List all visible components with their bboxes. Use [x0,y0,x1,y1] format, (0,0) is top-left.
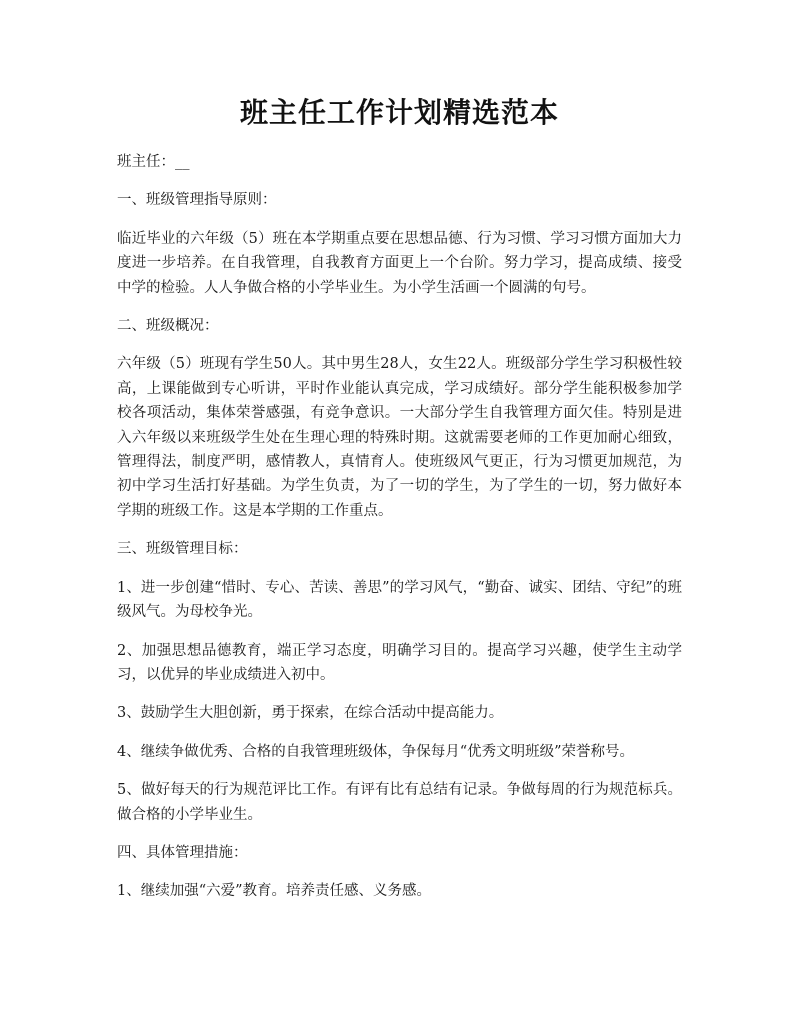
document-page [117,96,682,918]
paragraph-principles: 临近毕业的六年级（5）班在本学期重点要在思想品德、行为习惯、学习习惯方面加大力度进一步培养。在自我管理，自我教育方面更上一个台阶。努力学习，提高成绩、接受中学的检验。人人争做合格的小学毕业生。为小学生活画一个圆满的句号。 [117,230,682,296]
section-heading-principles: 一、班级管理指导原则： [117,192,277,209]
measure-item-1: 1、继续加强“六爱”教育。培养责任感、义务感。 [117,883,432,900]
teacher-line: 班主任：__ [117,154,190,170]
section-heading-measures: 四、具体管理措施： [117,844,248,861]
goal-item-5: 5、做好每天的行为规范评比工作。有评有比有总结有记录。争做每周的行为规范标兵。做合格的小学毕业生。 [117,782,682,823]
section-heading-goals: 三、班级管理目标： [117,541,248,558]
goal-item-4: 4、继续争做优秀、合格的自我管理班级体，争保每月“优秀文明班级”荣誉称号。 [117,743,635,760]
goal-item-2: 2、加强思想品德教育，端正学习态度，明确学习目的。提高学习兴趣，使学生主动学习，以优异的毕业成绩进入初中。 [117,642,682,683]
document-title: 班主任工作计划精选范本 [239,96,559,129]
section-heading-overview: 二、班级概况： [117,318,219,335]
goal-item-3: 3、鼓励学生大胆创新，勇于探索，在综合活动中提高能力。 [117,705,504,722]
goal-item-1: 1、进一步创建“惜时、专心、苦读、善思”的学习风气，“勤奋、诚实、团结、守纪”的班级风气。为母校争光。 [117,579,682,621]
paragraph-overview: 六年级（5）班现有学生50人。其中男生28人，女生22人。班级部分学生学习积极性较高，上课能做到专心听讲，平时作业能认真完成，学习成绩好。部分学生能积极参加学校各项活动，集体荣誉感强，有竞争意识。一大部分学生自我管理方面欠佳。特别是进入六年级以来班级学生处在生理心理的特殊时期。这就需要老师的工作更加耐心细致，管理得法，制度严明，感情教人，真情育人。使班级风气更正，行为习惯更加规范，为初中学习生活打好基础。为学生负责，为了一切的学生，为了学生的一切，努力做好本学期的班级工作。这是本学期的工作重点。 [117,356,682,519]
